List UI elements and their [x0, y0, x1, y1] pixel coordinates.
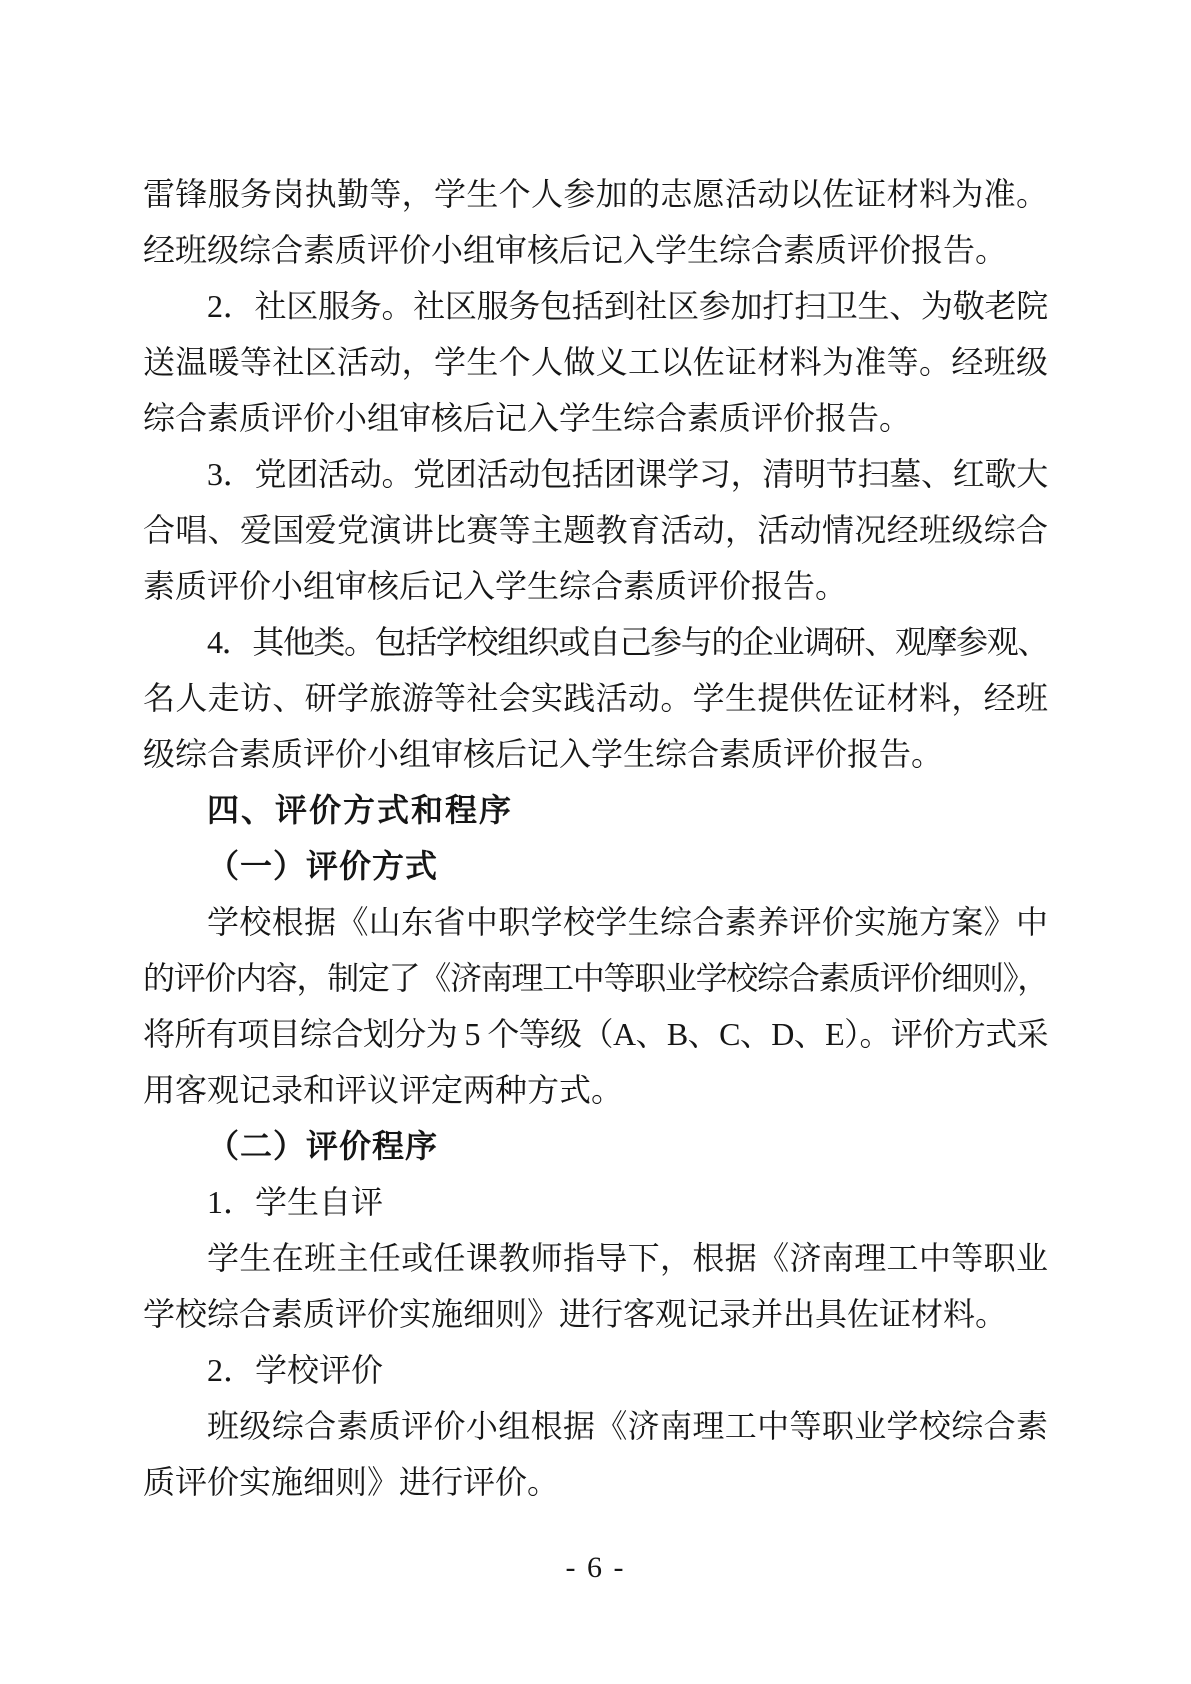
text-run: 学校综合素质评价实施细则》进行客观记录并出具佐证材料。: [143, 1296, 1008, 1332]
document-body: [143, 166, 1048, 1510]
text-run: 名人走访、研学旅游等社会实践活动。学生提供佐证材料，经班: [143, 680, 1048, 716]
text-run: 综合素质评价小组审核后记入学生综合素质评价报告。: [143, 400, 912, 436]
text-line: [143, 670, 1048, 726]
text-run: 将所有项目综合划分为 5 个等级（A、B、C、D、E）。评价方式采: [143, 1016, 1048, 1052]
text-run: （二）评价程序: [207, 1128, 439, 1164]
text-line: [143, 222, 1048, 278]
text-line: [143, 1454, 1048, 1510]
text-line: [143, 278, 1048, 334]
text-line: [143, 502, 1048, 558]
text-run: 用客观记录和评议评定两种方式。: [143, 1072, 624, 1108]
text-line: [143, 950, 1048, 1006]
subsection-heading: [143, 1118, 1048, 1174]
text-run: 雷锋服务岗执勤等，学生个人参加的志愿活动以佐证材料为准。: [143, 176, 1048, 212]
text-run: 2．社区服务。社区服务包括到社区参加打扫卫生、为敬老院: [207, 288, 1048, 324]
text-line: [143, 1174, 1048, 1230]
text-run: 2．学校评价: [207, 1352, 384, 1388]
text-run: 合唱、爱国爱党演讲比赛等主题教育活动，活动情况经班级综合: [143, 512, 1048, 548]
text-run: 级综合素质评价小组审核后记入学生综合素质评价报告。: [143, 736, 944, 772]
subsection-heading: [143, 838, 1048, 894]
text-line: [143, 1230, 1048, 1286]
text-line: [143, 894, 1048, 950]
text-run: 4．其他类。包括学校组织或自己参与的企业调研、观摩参观、: [207, 624, 1048, 660]
text-run: （一）评价方式: [207, 848, 439, 884]
text-run: 学生在班主任或任课教师指导下，根据《济南理工中等职业: [207, 1240, 1048, 1276]
page-number: - 6 -: [565, 1551, 626, 1584]
text-run: 经班级综合素质评价小组审核后记入学生综合素质评价报告。: [143, 232, 1008, 268]
text-run: 素质评价小组审核后记入学生综合素质评价报告。: [143, 568, 848, 604]
text-line: [143, 726, 1048, 782]
text-run: 学校根据《山东省中职学校学生综合素养评价实施方案》中: [207, 904, 1048, 940]
text-run: 班级综合素质评价小组根据《济南理工中等职业学校综合素: [207, 1408, 1048, 1444]
text-line: [143, 1398, 1048, 1454]
text-run: 四、评价方式和程序: [207, 792, 514, 828]
text-line: [143, 334, 1048, 390]
text-run: 3．党团活动。党团活动包括团课学习，清明节扫墓、红歌大: [207, 456, 1048, 492]
text-line: [143, 1062, 1048, 1118]
text-run: 的评价内容，制定了《济南理工中等职业学校综合素质评价细则》，: [143, 960, 1048, 996]
section-heading: [143, 782, 1048, 838]
text-line: [143, 166, 1048, 222]
text-line: [143, 1342, 1048, 1398]
text-line: [143, 390, 1048, 446]
text-line: [143, 1006, 1048, 1062]
text-line: [143, 558, 1048, 614]
page-footer: [0, 1550, 1191, 1586]
text-line: [143, 614, 1048, 670]
text-line: [143, 446, 1048, 502]
text-run: 送温暖等社区活动，学生个人做义工以佐证材料为准等。经班级: [143, 344, 1048, 380]
text-line: [143, 1286, 1048, 1342]
text-run: 1．学生自评: [207, 1184, 384, 1220]
text-run: 质评价实施细则》进行评价。: [143, 1464, 560, 1500]
